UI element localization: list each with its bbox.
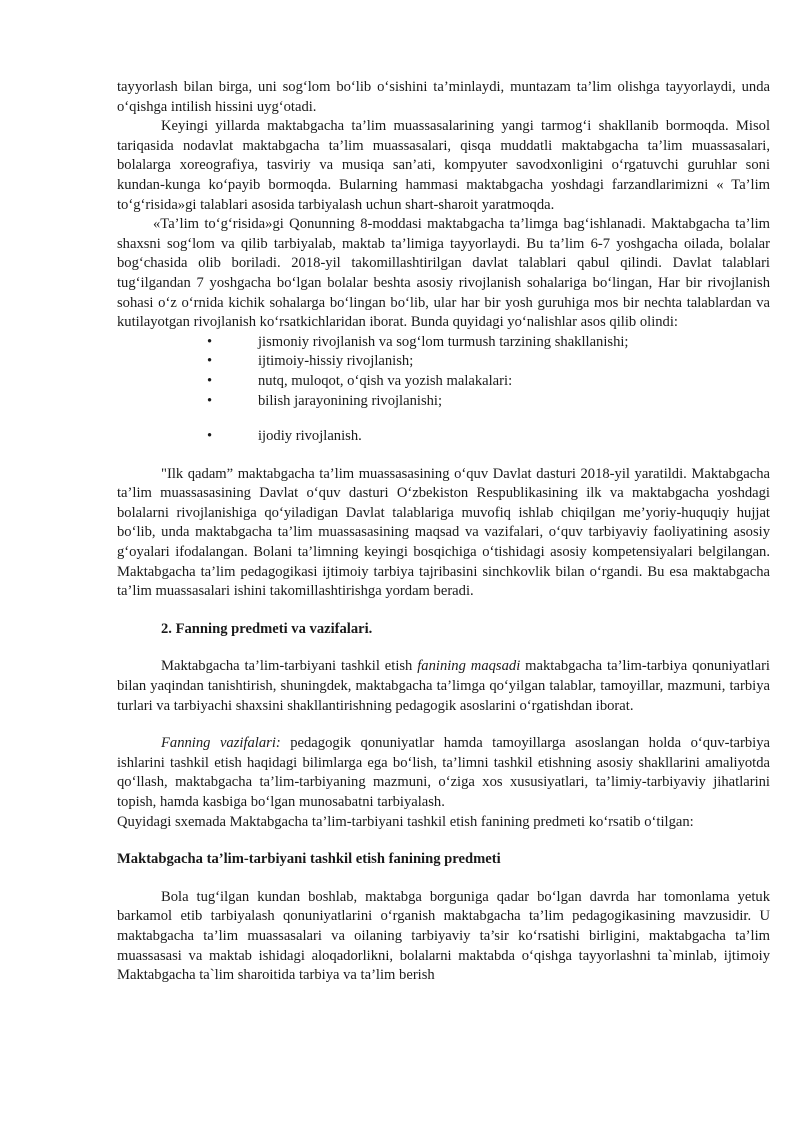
emphasis-tasks: Fanning vazifalari: <box>161 735 281 752</box>
paragraph-subject-tasks: Fanning vazifalari: pedagogik qonuniyatlar hamda tamoyillarga asoslangan holda o‘quv-tarbiya ishlarini tashkil etish haqidagi bilimlarga ega bo‘lish, ta’limni tashkil etishning asosiy shakllarini amaliyotda qo‘llash, maktabgacha ta’lim-tarbiyaning mazmuni, o‘ziga xos xususiyatlari, ta’limiy-tarbiyaviy jihatlarini topish, hamda kasbiga bo‘lgan munosabatni tarbiyalash. <box>117 735 770 810</box>
paragraph-new-network: Keyingi yillarda maktabgacha ta’lim muassasalarining yangi tarmog‘i shakllanib bormoqda. Misol tariqasida nodavlat maktabgacha ta’lim muassasalari, qisqa muddatli maktabgacha ta’lim muassasalari, bolalarga xoreografiya, tasviriy va musiqa san’ati, kompyuter savodxonligini o‘rgatuvchi guruhlar soni kundan-kunga ko‘payib bormoqda. Bularning hammasi maktabgacha yoshdagi farzandlarimizni « Ta’lim to‘g‘risida»gi talablari asosida tarbiyalash uchun shart-sharoit yaratmoqda. <box>117 118 770 213</box>
section-heading-subject-scheme: Maktabgacha ta’lim-tarbiyani tashkil etish fanining predmeti <box>117 851 501 868</box>
bullet-icon: • <box>207 333 213 350</box>
bullet-icon: • <box>207 372 213 389</box>
list-item: • bilish jarayonining rivojlanishi; <box>117 392 770 412</box>
bullet-icon: • <box>207 392 213 409</box>
paragraph-scheme-intro: Quyidagi sxemada Maktabgacha ta’lim-tarbiyani tashkil etish fanining predmeti ko‘rsatib o‘tilgan: <box>117 813 694 830</box>
list-item: • ijodiy rivojlanish. <box>117 427 770 447</box>
emphasis-goal: fanining maqsadi <box>417 658 521 675</box>
document-page <box>117 78 770 986</box>
list-item: • ijtimoiy-hissiy rivojlanish; <box>117 352 770 372</box>
paragraph-subject-goal: Maktabgacha ta’lim-tarbiyani tashkil etish fanining maqsadi maktabgacha ta’lim-tarbiya qonuniyatlari bilan yaqindan tanishtirish, shuningdek, maktabgacha ta’limga qo‘yilgan talablar, tamoyillar, mazmuni, tarbiya turlari va tarbiyachi shaxsini shakllantirishning pedagogik asoslarini o‘rgatishdan iborat. <box>117 658 770 714</box>
list-item: • nutq, muloqot, o‘qish va yozish malakalari: <box>117 372 770 392</box>
section-heading-subject-tasks: 2. Fanning predmeti va vazifalari. <box>161 620 373 637</box>
paragraph-pedagogy-subject: Bola tug‘ilgan kundan boshlab, maktabga borguniga qadar bo‘lgan davrda har tomonlama yetuk barkamol etib tarbiyalash qonuniyatlarini o‘rganish maktabgacha ta’lim pedagogikasining mavzusidir. U maktabgacha ta’lim muassasalari va oilaning tarbiyaviy ta’sir ko‘rsatishi birligini, maktabgacha ta’lim muassasasi va maktab ishidagi aloqadorlikni, bolalarni maktabda o‘qishga tayyorlashni ta`minlab, ijtimoiy Maktabgacha ta`lim sharoitida tarbiya va ta’lim berish <box>117 888 770 984</box>
list-item: • jismoniy rivojlanish va sog‘lom turmush tarzining shakllanishi; <box>117 333 770 353</box>
bullet-icon: • <box>207 428 213 445</box>
paragraph-intro-continuation: tayyorlash bilan birga, uni sog‘lom bo‘lib o‘sishini ta’minlaydi, muntazam ta’lim olishga tayyorlaydi, unda o‘qishga intilish hissini uyg‘otadi. <box>117 79 770 115</box>
paragraph-ilk-qadam: "Ilk qadam” maktabgacha ta’lim muassasasining o‘quv Davlat dasturi 2018-yil yaratildi. Maktabgacha ta’lim muassasasining Davlat o‘quv dasturi O‘zbekiston Respublikasining ilk va maktabgacha yoshdagi bolalarni rivojlanishiga qo‘yiladigan Davlat talablariga muvofiq ishlab chiqilgan me’yoriy-huquqiy hujjat bo‘lib, unda maktabgacha ta’lim muassasasining maqsad va vazifalari, o‘quv tarbiyaviy faoliyatining asosiy g‘oyalari ifodalangan. Bolani ta’limning keyingi bosqichiga o‘tishidagi asosiy kompetensiyalari belgilangan. Maktabgacha ta’lim pedagogikasi ijtimoiy tarbiya tajribasini sinchkovlik bilan o‘rgandi. Bu esa maktabgacha ta’lim muassasalari ishini takomillashtirishga yordam beradi. <box>117 465 770 600</box>
development-areas-list <box>117 333 770 447</box>
paragraph-law-article-8: «Ta’lim to‘g‘risida»gi Qonunning 8-moddasi maktabgacha ta’limga bag‘ishlanadi. Maktabgacha ta’lim shaxsni sog‘lom va qilib tarbiyalab, maktab ta’limiga tayyorlaydi. Bu ta’lim 6-7 yoshgacha oilada, bolalar bog‘chasida olib boriladi. 2018-yil takomillashtirilgan davlat talablari qabul qilindi. Davlat talablari tug‘ilgandan 7 yoshgacha bo‘lgan bolalar beshta asosiy rivojlanish sohalariga bo‘lingan, Har bir rivojlanish sohasi o‘z o‘rnida kichik sohalarga bo‘lingan bo‘lib, ular har bir yosh guruhiga mos bir nechta talablardan va kutilayotgan rivojlanish ko‘rsatkichlaridan iborat. Bunda quyidagi yo‘nalishlar asos qilib olindi: <box>117 216 770 331</box>
bullet-icon: • <box>207 353 213 370</box>
